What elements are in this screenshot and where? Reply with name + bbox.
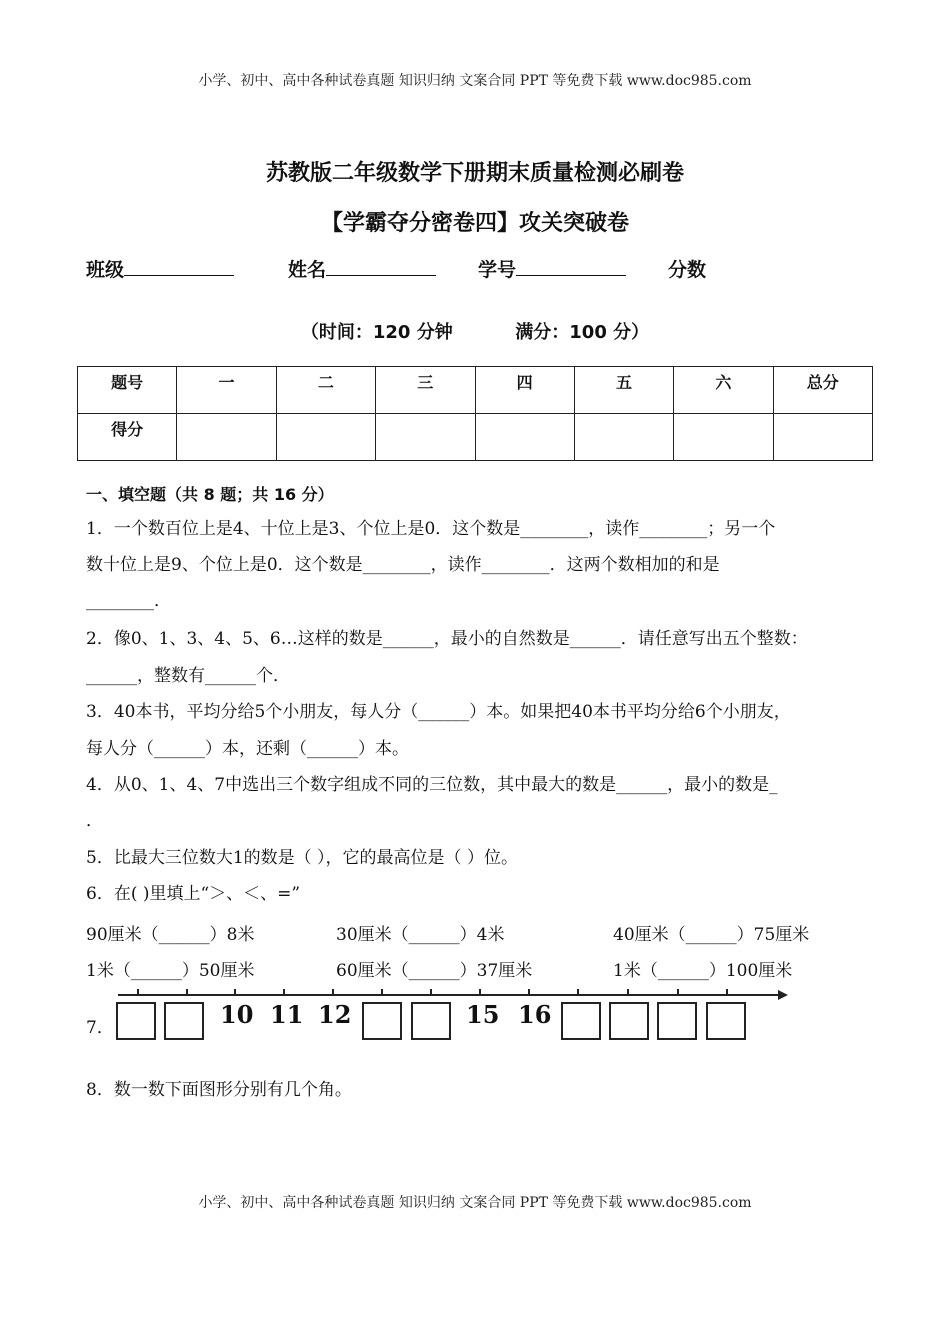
student-id-label: 学号: [478, 259, 517, 281]
question-5: 5．比最大三位数大1的数是（ ），它的最高位是（ ）位。: [86, 848, 518, 868]
page-footer: 小学、初中、高中各种试卷真题 知识归纳 文案合同 PPT 等免费下载 www.doc985.com: [198, 1195, 752, 1211]
question-8: 8．数一数下面图形分别有几个角。: [86, 1080, 352, 1100]
exam-subtitle: 【学霸夺分密卷四】攻关突破卷: [320, 211, 629, 236]
table-header-cell: 四: [475, 367, 574, 414]
score-cell[interactable]: [376, 414, 475, 461]
name-label: 姓名: [288, 259, 327, 281]
exam-title: 苏教版二年级数学下册期末质量检测必刷卷: [265, 161, 684, 186]
score-table: [77, 366, 873, 461]
score-table-header-row: [78, 367, 873, 414]
score-cell[interactable]: [574, 414, 673, 461]
table-header-cell: 二: [276, 367, 375, 414]
section-title: 一、填空题（共 8 题；共 16 分）: [86, 485, 334, 504]
class-label: 班级: [86, 259, 125, 281]
compare-item[interactable]: 1米（______）100厘米: [613, 961, 793, 981]
question-4-line-2: ．: [86, 811, 103, 831]
question-7-label: 7．: [86, 1018, 114, 1038]
table-header-cell: 五: [574, 367, 673, 414]
table-header-cell: 六: [674, 367, 773, 414]
score-field: [668, 255, 706, 282]
score-cell[interactable]: [177, 414, 276, 461]
score-label: 分数: [668, 259, 707, 281]
number-line-answer-box[interactable]: [561, 1002, 601, 1040]
number-line-answer-box[interactable]: [164, 1002, 204, 1040]
question-1-line-3: ________．: [86, 591, 171, 611]
number-line-answer-box[interactable]: [362, 1002, 402, 1040]
number-line-answer-box[interactable]: [411, 1002, 451, 1040]
number-line: [110, 986, 790, 1002]
question-6: 6．在( )里填上“＞、＜、=”: [86, 884, 301, 904]
score-cell[interactable]: [276, 414, 375, 461]
question-1-line-2: 数十位上是9、个位上是0．这个数是________，读作________．这两个数相加的和是: [86, 555, 720, 575]
question-3-line-1: 3．40本书，平均分给5个小朋友，每人分（______）本。如果把40本书平均分给6个小朋友，: [86, 702, 791, 722]
table-header-cell: 题号: [78, 367, 177, 414]
compare-item[interactable]: 60厘米（______）37厘米: [336, 961, 533, 981]
number-line-answer-box[interactable]: [706, 1002, 746, 1040]
score-row-label: 得分: [78, 414, 177, 461]
number-line-label: 16: [518, 1000, 552, 1029]
number-line-answer-box[interactable]: [657, 1002, 697, 1040]
question-2-line-2: ______，整数有______个．: [86, 666, 290, 686]
table-header-cell: 三: [376, 367, 475, 414]
time-duration: （时间：120 分钟: [300, 322, 453, 343]
score-cell[interactable]: [475, 414, 574, 461]
compare-item[interactable]: 30厘米（______）4米: [336, 925, 505, 945]
question-4-line-1: 4．从0、1、4、7中选出三个数字组成不同的三位数，其中最大的数是______，最小的数是_: [86, 775, 778, 795]
question-2-line-1: 2．像0、1、3、4、5、6…这样的数是______，最小的自然数是______．请任意写出五个整数：: [86, 629, 808, 649]
compare-item[interactable]: 1米（______）50厘米: [86, 961, 255, 981]
table-header-cell: 一: [177, 367, 276, 414]
class-field[interactable]: [86, 255, 234, 282]
name-field[interactable]: [288, 255, 436, 282]
number-line-label: 10: [220, 1000, 254, 1029]
question-3-line-2: 每人分（______）本，还剩（______）本。: [86, 739, 409, 759]
question-1-line-1: 1．一个数百位上是4、十位上是3、个位上是0．这个数是________，读作________；另一个: [86, 519, 776, 539]
table-header-cell: 总分: [773, 367, 872, 414]
number-line-label: 12: [318, 1000, 352, 1029]
number-line-label: 11: [270, 1000, 304, 1029]
page-header: 小学、初中、高中各种试卷真题 知识归纳 文案合同 PPT 等免费下载 www.doc985.com: [198, 73, 752, 89]
number-line-answer-box[interactable]: [116, 1002, 156, 1040]
student-id-field[interactable]: [478, 255, 626, 282]
number-line-answer-box[interactable]: [609, 1002, 649, 1040]
score-table-row: [78, 414, 873, 461]
full-score: 满分：100 分）: [515, 322, 650, 343]
score-cell[interactable]: [674, 414, 773, 461]
score-cell[interactable]: [773, 414, 872, 461]
number-line-label: 15: [466, 1000, 500, 1029]
time-info: [0, 318, 950, 344]
compare-item[interactable]: 90厘米（______）8米: [86, 925, 255, 945]
compare-item[interactable]: 40厘米（______）75厘米: [613, 925, 810, 945]
